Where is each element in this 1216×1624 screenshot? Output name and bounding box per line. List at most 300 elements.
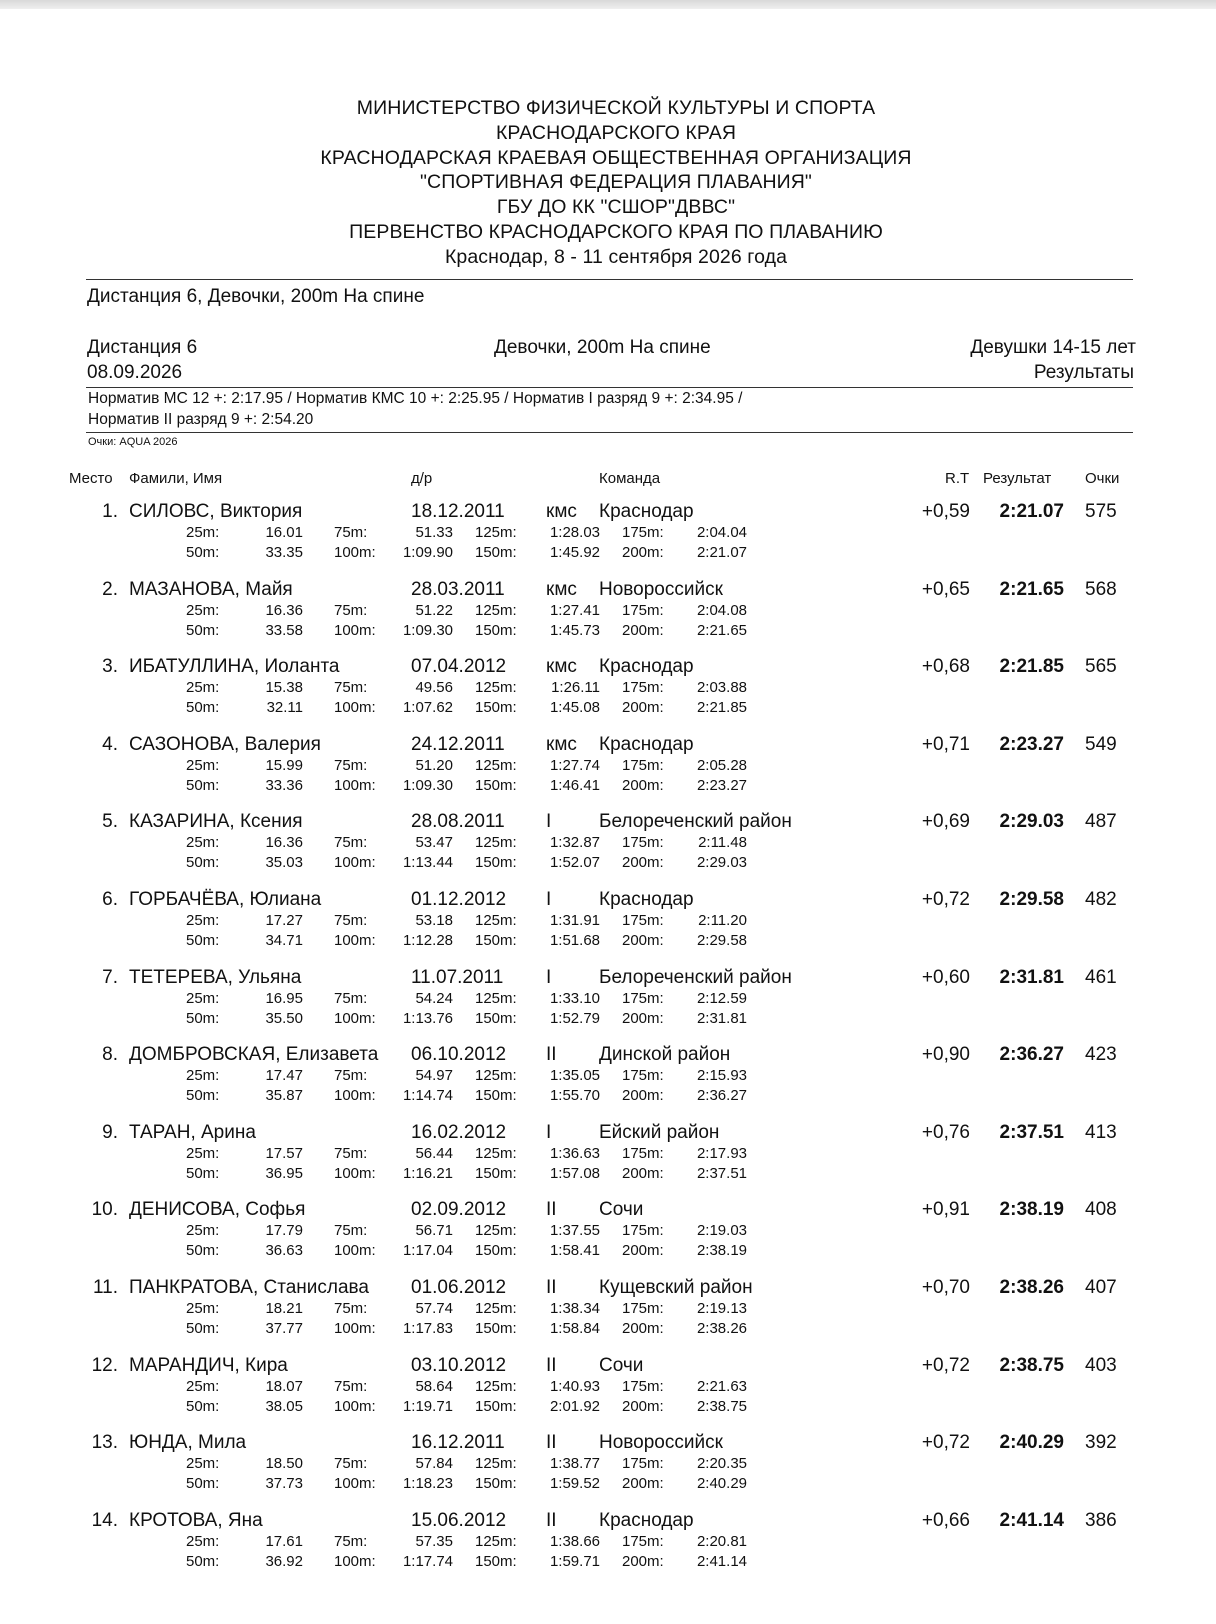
split-label: 100m: xyxy=(334,932,376,949)
split-time: 35.87 xyxy=(265,1087,303,1105)
split-label: 150m: xyxy=(475,699,517,717)
split-label: 50m: xyxy=(186,1164,220,1182)
place: 13. xyxy=(91,1432,118,1454)
split-time: 1:17.04 xyxy=(402,1242,453,1260)
table-row xyxy=(0,1122,1216,1182)
split-time: 1:45.08 xyxy=(549,699,600,717)
split-label: 75m: xyxy=(334,1222,368,1240)
split-label: 175m: xyxy=(622,912,664,929)
header-line: КРАСНОДАРСКОГО КРАЯ xyxy=(495,121,737,144)
document-header xyxy=(0,96,1216,270)
split-time: 2:11.48 xyxy=(698,834,747,852)
split-time: 37.77 xyxy=(265,1320,303,1337)
split-label: 75m: xyxy=(334,1144,368,1162)
split-label: 200m: xyxy=(622,1087,664,1105)
split-label: 25m: xyxy=(186,989,220,1007)
split-time: 2:05.28 xyxy=(696,756,747,774)
split-time: 2:11.20 xyxy=(698,912,747,929)
split-time: 2:21.07 xyxy=(696,544,747,561)
split-label: 100m: xyxy=(334,621,376,639)
split-label: 25m: xyxy=(186,1222,220,1240)
points: 568 xyxy=(1085,578,1117,600)
split-time: 15.99 xyxy=(265,756,303,774)
reaction-time: +0,68 xyxy=(921,656,970,678)
split-time: 2:21.65 xyxy=(696,621,747,639)
place: 10. xyxy=(91,1199,118,1221)
split-time: 35.50 xyxy=(265,1009,303,1027)
col-points: Очки xyxy=(1085,470,1120,487)
split-time: 53.47 xyxy=(415,834,453,852)
result-time: 2:40.29 xyxy=(999,1432,1064,1454)
split-time: 1:57.08 xyxy=(549,1164,600,1182)
result-time: 2:41.14 xyxy=(999,1509,1064,1531)
points: 565 xyxy=(1085,656,1117,678)
birth-date: 01.06.2012 xyxy=(411,1277,507,1298)
split-label: 125m: xyxy=(475,834,517,852)
split-label: 150m: xyxy=(475,1397,517,1415)
birth-date: 06.10.2012 xyxy=(411,1044,507,1066)
split-time: 57.35 xyxy=(415,1532,453,1550)
split-label: 75m: xyxy=(334,1067,368,1085)
swimmer-name: ТАРАН, Арина xyxy=(129,1121,256,1143)
split-time: 2:19.03 xyxy=(696,1222,747,1240)
split-label: 175m: xyxy=(622,1222,664,1240)
split-label: 100m: xyxy=(334,1397,376,1415)
split-label: 100m: xyxy=(334,544,376,561)
reaction-time: +0,90 xyxy=(921,1044,970,1066)
col-result: Результат xyxy=(983,470,1052,487)
split-time: 15.38 xyxy=(265,679,303,697)
table-row xyxy=(0,1432,1216,1492)
result-time: 2:38.19 xyxy=(999,1199,1064,1221)
split-label: 125m: xyxy=(475,756,517,774)
split-time: 2:20.35 xyxy=(696,1455,747,1473)
split-time: 1:58.84 xyxy=(549,1320,600,1337)
table-row xyxy=(0,501,1216,561)
reaction-time: +0,76 xyxy=(921,1121,970,1143)
split-time: 17.61 xyxy=(265,1532,303,1550)
reaction-time: +0,72 xyxy=(921,889,970,910)
split-label: 75m: xyxy=(334,1377,368,1395)
swimmer-name: СИЛОВС, Виктория xyxy=(129,501,303,522)
place: 7. xyxy=(102,966,118,988)
team: Новороссийск xyxy=(599,1432,723,1454)
split-label: 100m: xyxy=(334,1552,376,1570)
result-time: 2:21.85 xyxy=(999,656,1064,678)
split-label: 175m: xyxy=(622,989,664,1007)
event-title: Дистанция 6, Девочки, 200m На спине xyxy=(87,286,425,307)
split-label: 50m: xyxy=(186,1397,220,1415)
split-time: 1:51.68 xyxy=(549,932,600,949)
team: Краснодар xyxy=(599,733,694,755)
header-line: ПЕРВЕНСТВО КРАСНОДАРСКОГО КРАЯ ПО ПЛАВАНИЮ xyxy=(349,220,883,243)
split-label: 125m: xyxy=(475,1067,517,1085)
place: 8. xyxy=(102,1044,118,1066)
col-name: Фамили, Имя xyxy=(129,470,223,487)
birth-date: 01.12.2012 xyxy=(411,889,507,910)
event-number: Дистанция 6 xyxy=(87,337,198,358)
points: 461 xyxy=(1085,966,1117,988)
split-time: 2:04.04 xyxy=(696,524,747,541)
team: Краснодар xyxy=(599,501,694,522)
split-label: 75m: xyxy=(334,989,368,1007)
split-label: 100m: xyxy=(334,699,376,717)
rank: II xyxy=(546,1432,557,1454)
birth-date: 03.10.2012 xyxy=(411,1354,507,1376)
split-time: 36.92 xyxy=(265,1552,303,1570)
rank: II xyxy=(546,1044,557,1066)
team: Белореченский район xyxy=(599,966,792,988)
split-label: 25m: xyxy=(186,1377,220,1395)
split-time: 1:52.79 xyxy=(549,1009,600,1027)
split-label: 100m: xyxy=(334,1475,376,1493)
result-time: 2:38.75 xyxy=(999,1354,1064,1376)
points: 423 xyxy=(1085,1044,1117,1066)
split-label: 200m: xyxy=(622,1552,664,1570)
split-time: 16.36 xyxy=(265,834,303,852)
split-time: 1:37.55 xyxy=(549,1222,600,1240)
split-label: 200m: xyxy=(622,854,664,872)
result-time: 2:29.03 xyxy=(999,811,1064,833)
split-time: 2:40.29 xyxy=(696,1475,747,1493)
split-label: 25m: xyxy=(186,1144,220,1162)
table-row xyxy=(0,1199,1216,1259)
rank: II xyxy=(546,1509,557,1531)
split-label: 200m: xyxy=(622,1242,664,1260)
table-row xyxy=(0,1510,1216,1570)
reaction-time: +0,72 xyxy=(921,1432,970,1454)
table-row xyxy=(0,811,1216,871)
split-label: 125m: xyxy=(475,1377,517,1395)
split-time: 54.24 xyxy=(415,989,453,1007)
birth-date: 24.12.2011 xyxy=(411,733,505,755)
split-label: 200m: xyxy=(622,699,664,717)
split-label: 75m: xyxy=(334,756,368,774)
team: Сочи xyxy=(599,1354,644,1376)
split-time: 51.22 xyxy=(415,601,453,619)
split-label: 50m: xyxy=(186,621,220,639)
split-label: 150m: xyxy=(475,932,517,949)
split-label: 75m: xyxy=(334,834,368,852)
split-time: 1:14.74 xyxy=(402,1087,453,1105)
split-time: 54.97 xyxy=(415,1067,453,1085)
birth-date: 18.12.2011 xyxy=(411,501,505,522)
standards-divider xyxy=(86,432,1133,433)
split-label: 25m: xyxy=(186,834,220,852)
birth-date: 07.04.2012 xyxy=(411,656,507,678)
points: 575 xyxy=(1085,501,1117,522)
split-time: 33.36 xyxy=(265,776,303,794)
split-time: 18.07 xyxy=(265,1377,303,1395)
swimmer-name: ТЕТЕРЕВА, Ульяна xyxy=(129,966,302,988)
split-time: 16.95 xyxy=(265,989,303,1007)
split-label: 75m: xyxy=(334,601,368,619)
col-dob: д/р xyxy=(411,470,433,487)
split-time: 35.03 xyxy=(265,854,303,872)
split-label: 175m: xyxy=(622,1300,664,1317)
result-time: 2:29.58 xyxy=(999,889,1064,910)
split-time: 2:21.85 xyxy=(696,699,747,717)
split-time: 2:15.93 xyxy=(696,1067,747,1085)
birth-date: 11.07.2011 xyxy=(411,966,504,988)
place: 3. xyxy=(102,656,118,678)
split-label: 50m: xyxy=(186,776,220,794)
split-label: 125m: xyxy=(475,1455,517,1473)
split-time: 1:36.63 xyxy=(549,1144,600,1162)
team: Белореченский район xyxy=(599,811,792,833)
split-label: 150m: xyxy=(475,776,517,794)
split-label: 125m: xyxy=(475,524,517,541)
rank: II xyxy=(546,1277,557,1298)
split-label: 25m: xyxy=(186,756,220,774)
birth-date: 28.08.2011 xyxy=(411,811,505,833)
split-label: 175m: xyxy=(622,601,664,619)
points: 392 xyxy=(1085,1432,1117,1454)
rank: кмс xyxy=(546,733,577,755)
split-time: 2:19.13 xyxy=(696,1300,747,1317)
reaction-time: +0,71 xyxy=(921,733,970,755)
split-time: 49.56 xyxy=(415,679,453,697)
reaction-time: +0,91 xyxy=(921,1199,970,1221)
points-note: Очки: AQUA 2026 xyxy=(88,436,178,448)
swimmer-name: САЗОНОВА, Валерия xyxy=(129,733,321,755)
results-label: Результаты xyxy=(1033,362,1134,383)
split-label: 125m: xyxy=(475,601,517,619)
split-label: 75m: xyxy=(334,912,368,929)
reaction-time: +0,72 xyxy=(921,1354,970,1376)
header-line: "СПОРТИВНАЯ ФЕДЕРАЦИЯ ПЛАВАНИЯ" xyxy=(420,171,812,194)
swimmer-name: ДЕНИСОВА, Софья xyxy=(129,1199,306,1221)
split-label: 75m: xyxy=(334,1455,368,1473)
split-time: 1:28.03 xyxy=(549,524,600,541)
split-label: 150m: xyxy=(475,1009,517,1027)
split-time: 2:36.27 xyxy=(696,1087,747,1105)
header-line: ГБУ ДО КК "СШОР"ДВВС" xyxy=(496,196,736,219)
rank: I xyxy=(546,811,552,833)
place: 9. xyxy=(102,1121,118,1143)
event-name: Девочки, 200m На спине xyxy=(494,337,711,358)
swimmer-name: КРОТОВА, Яна xyxy=(129,1509,263,1531)
split-label: 50m: xyxy=(186,544,220,561)
col-place: Место xyxy=(69,470,113,487)
split-time: 1:45.73 xyxy=(549,621,600,639)
team: Краснодар xyxy=(599,1509,694,1531)
split-time: 17.57 xyxy=(265,1144,303,1162)
points: 407 xyxy=(1085,1277,1117,1298)
split-time: 57.74 xyxy=(415,1300,453,1317)
header-line: КРАСНОДАРСКАЯ КРАЕВАЯ ОБЩЕСТВЕННАЯ ОРГАНИЗАЦИЯ xyxy=(320,146,912,169)
split-time: 51.20 xyxy=(415,756,453,774)
split-time: 1:13.76 xyxy=(402,1009,453,1027)
place: 1. xyxy=(102,501,118,522)
split-time: 2:20.81 xyxy=(696,1532,747,1550)
split-time: 38.05 xyxy=(265,1397,303,1415)
split-time: 2:23.27 xyxy=(696,776,747,794)
split-label: 50m: xyxy=(186,1009,220,1027)
table-row xyxy=(0,656,1216,716)
swimmer-name: МАРАНДИЧ, Кира xyxy=(129,1354,288,1376)
split-label: 25m: xyxy=(186,1532,220,1550)
swimmer-name: ИБАТУЛЛИНА, Иоланта xyxy=(129,656,340,678)
split-time: 1:35.05 xyxy=(549,1067,600,1085)
result-time: 2:21.07 xyxy=(999,501,1064,522)
split-time: 2:21.63 xyxy=(696,1377,747,1395)
table-row xyxy=(0,734,1216,794)
split-time: 2:01.92 xyxy=(549,1397,600,1415)
rank: кмс xyxy=(546,501,577,522)
split-time: 2:29.03 xyxy=(696,854,747,872)
split-label: 200m: xyxy=(622,1475,664,1493)
split-time: 37.73 xyxy=(265,1475,303,1493)
split-time: 1:46.41 xyxy=(549,776,600,794)
place: 12. xyxy=(91,1354,118,1376)
split-label: 175m: xyxy=(622,1532,664,1550)
split-label: 200m: xyxy=(622,621,664,639)
split-label: 200m: xyxy=(622,776,664,794)
split-label: 150m: xyxy=(475,1552,517,1570)
split-time: 18.50 xyxy=(265,1455,303,1473)
split-time: 1:58.41 xyxy=(549,1242,600,1260)
rank: кмс xyxy=(546,578,577,600)
split-label: 125m: xyxy=(475,1144,517,1162)
split-label: 50m: xyxy=(186,1552,220,1570)
points: 482 xyxy=(1085,889,1117,910)
split-label: 200m: xyxy=(622,1164,664,1182)
split-label: 175m: xyxy=(622,834,664,852)
split-time: 1:59.71 xyxy=(549,1552,600,1570)
split-time: 57.84 xyxy=(415,1455,453,1473)
result-time: 2:21.65 xyxy=(999,578,1064,600)
split-time: 2:29.58 xyxy=(696,932,747,949)
split-label: 75m: xyxy=(334,1532,368,1550)
top-edge-shadow xyxy=(0,0,1216,9)
points: 487 xyxy=(1085,811,1117,833)
split-time: 1:16.21 xyxy=(402,1164,453,1182)
split-label: 175m: xyxy=(622,1455,664,1473)
split-time: 1:38.77 xyxy=(549,1455,600,1473)
birth-date: 28.03.2011 xyxy=(411,578,505,600)
result-time: 2:36.27 xyxy=(999,1044,1064,1066)
split-time: 56.71 xyxy=(415,1222,453,1240)
split-time: 36.63 xyxy=(265,1242,303,1260)
split-time: 1:52.07 xyxy=(549,854,600,872)
split-label: 50m: xyxy=(186,932,220,949)
table-row xyxy=(0,579,1216,639)
split-time: 34.71 xyxy=(265,932,303,949)
split-label: 175m: xyxy=(622,1144,664,1162)
split-time: 1:59.52 xyxy=(549,1475,600,1493)
reaction-time: +0,59 xyxy=(921,501,970,522)
split-time: 1:45.92 xyxy=(549,544,600,561)
split-label: 150m: xyxy=(475,544,517,561)
team: Краснодар xyxy=(599,889,694,910)
split-label: 100m: xyxy=(334,1087,376,1105)
header-divider xyxy=(86,279,1133,280)
split-time: 1:33.10 xyxy=(549,989,600,1007)
split-label: 75m: xyxy=(334,524,368,541)
points: 408 xyxy=(1085,1199,1117,1221)
reaction-time: +0,70 xyxy=(921,1277,970,1298)
split-time: 53.18 xyxy=(415,912,453,929)
header-line: Краснодар, 8 - 11 сентября 2026 года xyxy=(444,245,788,268)
split-label: 100m: xyxy=(334,1009,376,1027)
standards-line-2: Норматив II разряд 9 +: 2:54.20 xyxy=(88,411,314,428)
age-group: Девушки 14-15 лет xyxy=(970,337,1136,358)
split-time: 17.27 xyxy=(265,912,303,929)
team: Динской район xyxy=(599,1044,731,1066)
split-label: 125m: xyxy=(475,1222,517,1240)
place: 6. xyxy=(102,889,118,910)
split-label: 25m: xyxy=(186,1067,220,1085)
split-label: 75m: xyxy=(334,679,368,697)
split-time: 2:41.14 xyxy=(696,1552,747,1570)
split-time: 2:31.81 xyxy=(696,1009,747,1027)
split-label: 25m: xyxy=(186,912,220,929)
split-label: 175m: xyxy=(622,1377,664,1395)
split-label: 125m: xyxy=(475,1532,517,1550)
reaction-time: +0,60 xyxy=(921,966,970,988)
rank: II xyxy=(546,1199,557,1221)
split-label: 100m: xyxy=(334,854,376,872)
points: 413 xyxy=(1085,1121,1117,1143)
split-label: 150m: xyxy=(475,1242,517,1260)
split-label: 200m: xyxy=(622,1320,664,1337)
split-time: 1:12.28 xyxy=(402,932,453,949)
split-time: 2:03.88 xyxy=(696,679,747,697)
split-label: 200m: xyxy=(622,932,664,949)
split-label: 50m: xyxy=(186,699,220,717)
split-time: 33.35 xyxy=(265,544,303,561)
points: 549 xyxy=(1085,733,1117,755)
result-time: 2:37.51 xyxy=(999,1121,1064,1143)
split-time: 18.21 xyxy=(265,1300,303,1317)
split-label: 200m: xyxy=(622,1397,664,1415)
rank: I xyxy=(546,889,552,910)
split-time: 2:04.08 xyxy=(696,601,747,619)
split-label: 50m: xyxy=(186,1475,220,1493)
split-time: 1:17.74 xyxy=(402,1552,453,1570)
table-row xyxy=(0,967,1216,1027)
split-label: 200m: xyxy=(622,1009,664,1027)
split-time: 1:38.34 xyxy=(549,1300,600,1317)
split-label: 175m: xyxy=(622,524,664,541)
result-time: 2:31.81 xyxy=(999,966,1064,988)
split-label: 150m: xyxy=(475,1164,517,1182)
team: Сочи xyxy=(599,1199,644,1221)
place: 4. xyxy=(102,733,118,755)
split-time: 36.95 xyxy=(265,1164,303,1182)
swimmer-name: КАЗАРИНА, Ксения xyxy=(129,811,303,833)
split-label: 125m: xyxy=(475,1300,517,1317)
header-line: МИНИСТЕРСТВО ФИЗИЧЕСКОЙ КУЛЬТУРЫ И СПОРТА xyxy=(356,97,876,119)
split-time: 1:17.83 xyxy=(402,1320,453,1337)
split-label: 50m: xyxy=(186,1242,220,1260)
swimmer-name: МАЗАНОВА, Майя xyxy=(129,578,293,600)
split-time: 1:09.30 xyxy=(402,621,453,639)
split-time: 1:18.23 xyxy=(402,1475,453,1493)
event-divider xyxy=(86,387,1133,388)
split-time: 58.64 xyxy=(415,1377,453,1395)
points: 403 xyxy=(1085,1354,1117,1376)
split-label: 125m: xyxy=(475,679,517,697)
table-row xyxy=(0,1355,1216,1415)
split-label: 25m: xyxy=(186,679,220,697)
split-label: 125m: xyxy=(475,989,517,1007)
split-time: 1:38.66 xyxy=(549,1532,600,1550)
table-row xyxy=(0,889,1216,949)
place: 11. xyxy=(92,1277,118,1298)
split-time: 17.47 xyxy=(265,1067,303,1085)
